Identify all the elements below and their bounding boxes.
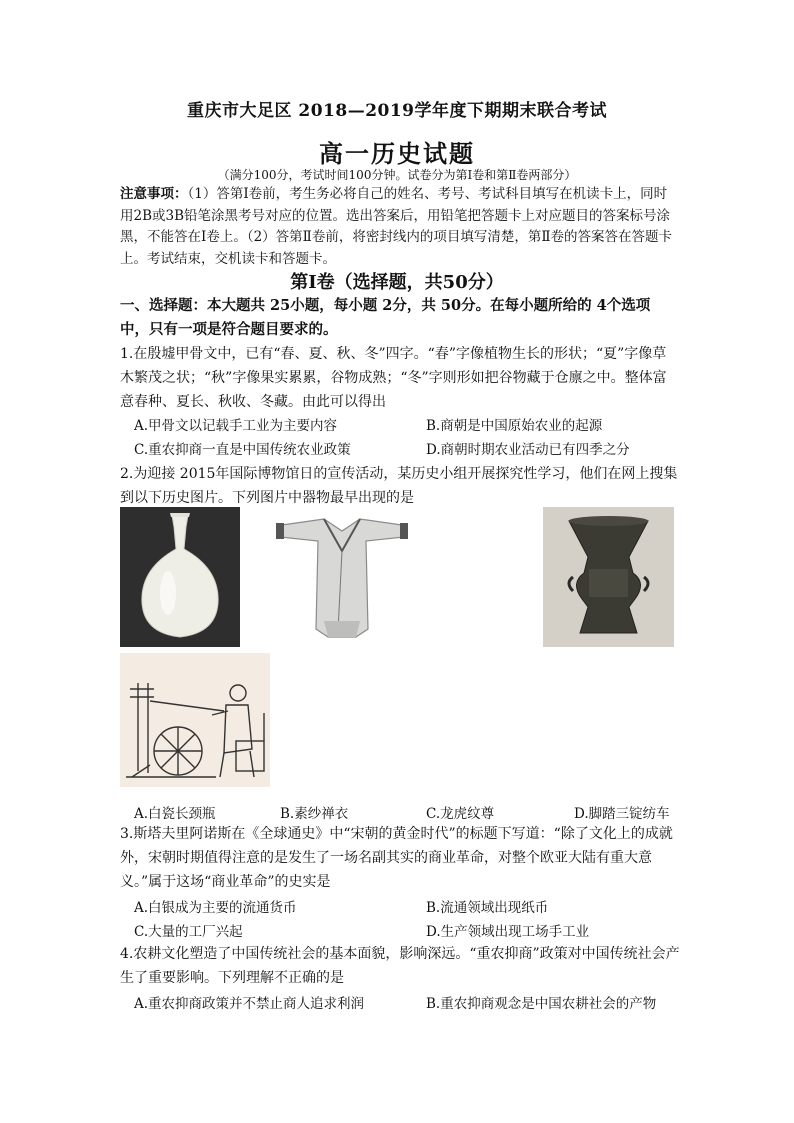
question-4-option-b: B.重农抑商观念是中国农耕社会的产物 <box>426 996 657 1012</box>
notes-text: （1）答第Ⅰ卷前，考生务必将自己的姓名、考号、考试科目填写在机读卡上，同时用2B或3B铅笔涂黑考号对应的位置。选出答案后，用铅笔把答题卡上对应题目的答案标号涂黑，不能答在Ⅰ卷上。（2）答第Ⅱ卷前，将密封线内的项目填写清楚，第Ⅱ卷的答案答在答题卡上。考试结束，交机读卡和答题卡。 <box>120 186 673 267</box>
part-one-instructions: 一、选择题：本大题共 25小题，每小题 2分，共 50分。在每小题所给的 4个选项中，只有一项是符合题目要求的。 <box>120 297 651 338</box>
question-1-option-c: C.重农抑商一直是中国传统农业政策 <box>134 442 351 458</box>
question-3-option-c: C.大量的工厂兴起 <box>134 924 243 940</box>
question-4-option-a: A.重农抑商政策并不禁止商人追求利润 <box>134 996 365 1012</box>
question-3-option-a: A.白银成为主要的流通货币 <box>134 900 297 916</box>
exam-subnote: （满分100分，考试时间100分钟。试卷分为第Ⅰ卷和第Ⅱ卷两部分） <box>217 168 577 182</box>
question-1-option-a: A.甲骨文以记载手工业为主要内容 <box>134 418 338 434</box>
silk-robe-image <box>272 511 412 647</box>
exam-notes <box>120 184 676 270</box>
question-3-stem: 3.斯塔夫里阿诺斯在《全球通史》中“宋朝的黄金时代”的标题下写道：“除了文化上的成就外，宋朝时期值得注意的是发生了一场名副其实的商业革命，对整个欧亚大陆有重大意义。”属于这场“商业革命”的史实是 <box>120 826 673 890</box>
question-2-stem: 2.为迎接 2015年国际博物馆日的宣传活动，某历史小组开展探究性学习，他们在网上搜集到以下历史图片。下列图片中器物最早出现的是 <box>120 466 678 506</box>
question-2-option-c: C.龙虎纹尊 <box>426 806 495 822</box>
white-porcelain-vase-image <box>120 507 240 647</box>
question-2-option-d: D.脚踏三锭纺车 <box>574 806 670 822</box>
page-title: 高一历史试题 <box>319 139 475 168</box>
question-2-option-a: A.白瓷长颈瓶 <box>134 806 216 822</box>
treadle-spinning-wheel-image <box>120 653 270 787</box>
exam-school-line: 重庆市大足区 2018—2019学年度下期期末联合考试 <box>186 101 608 121</box>
question-4-stem: 4.农耕文化塑造了中国传统社会的基本面貌，影响深远。“重农抑商”政策对中国传统社会产生了重要影响。下列理解不正确的是 <box>120 946 680 986</box>
question-3-option-b: B.流通领域出现纸币 <box>426 900 549 916</box>
question-1-option-d: D.商朝时期农业活动已有四季之分 <box>426 442 630 458</box>
question-3-option-d: D.生产领域出现工场手工业 <box>426 924 590 940</box>
section-title: 第Ⅰ卷（选择题，共50分） <box>290 272 504 293</box>
question-1-stem: 1.在殷墟甲骨文中，已有“春、夏、秋、冬”四字。“春”字像植物生长的形状；“夏”字像草木繁茂之状；“秋”字像果实累累，谷物成熟；“冬”字则形如把谷物藏于仓廪之中。整体富意春种、夏长、秋收、冬藏。由此可以得出 <box>120 346 667 410</box>
notes-label: 注意事项： <box>120 186 188 202</box>
question-1-option-b: B.商朝是中国原始农业的起源 <box>426 418 603 434</box>
question-2-option-b: B.素纱禅衣 <box>280 806 349 822</box>
bronze-zun-vessel-image <box>543 507 674 647</box>
